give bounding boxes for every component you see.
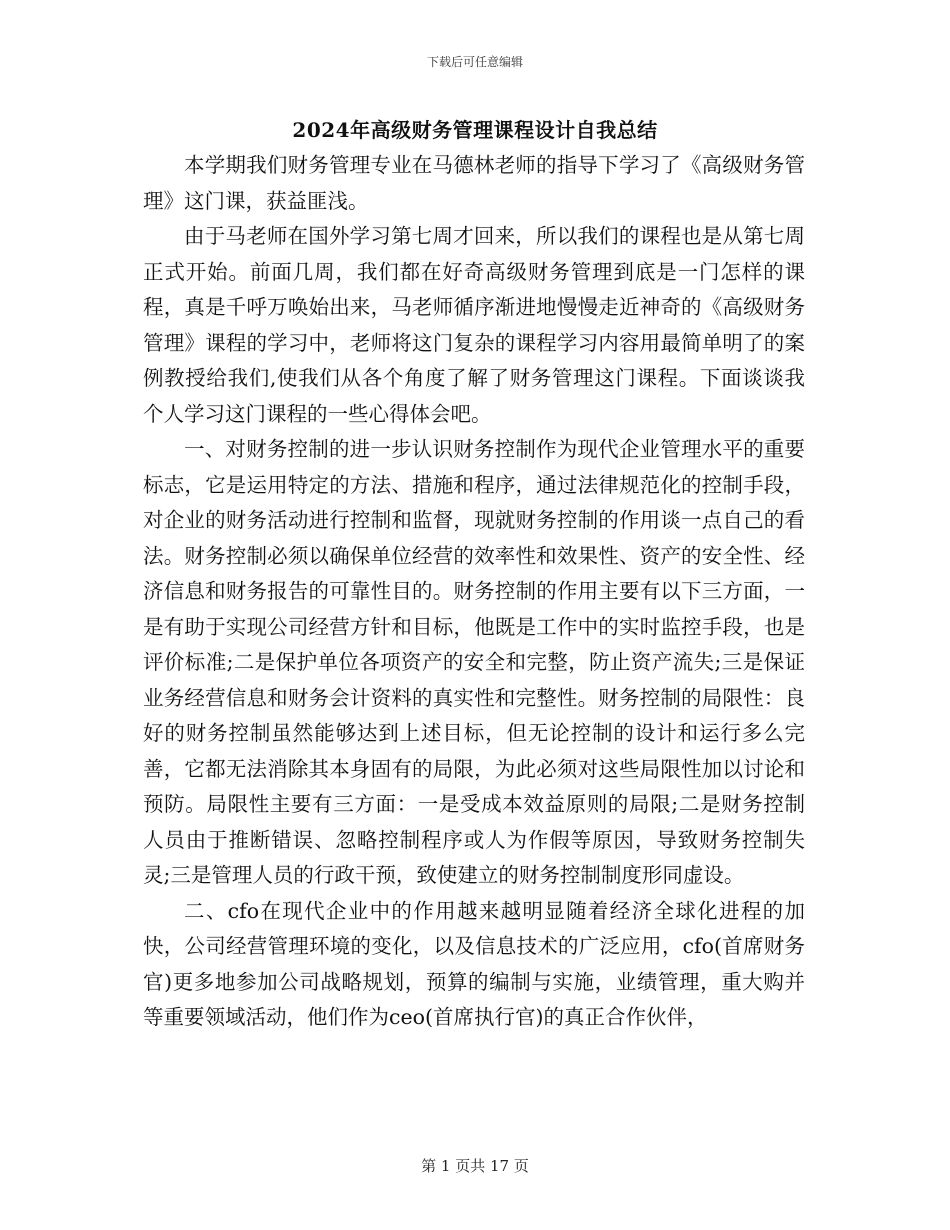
paragraph-course-start: 由于马老师在国外学习第七周才回来，所以我们的课程也是从第七周正式开始。前面几周，我们都在好奇高级财务管理到底是一门怎样的课程，真是千呼万唤始出来，马老师循序渐进地慢慢走近神奇的《高级财务管理》课程的学习中，老师将这门复杂的课程学习内容用最简单明了的案例教授给我们,使我们从各个角度了解了财务管理这门课程。下面谈谈我个人学习这门课程的一些心得体会吧。 [143, 224, 805, 426]
page-number: 第 1 页共 17 页 [421, 1157, 529, 1175]
paragraph-financial-control: 一、对财务控制的进一步认识财务控制作为现代企业管理水平的重要标志，它是运用特定的方法、措施和程序，通过法律规范化的控制手段，对企业的财务活动进行控制和监督，现就财务控制的作用谈一点自己的看法。财务控制必须以确保单位经营的效率性和效果性、资产的安全性、经济信息和财务报告的可靠性目的。财务控制的作用主要有以下三方面，一是有助于实现公司经营方针和目标，他既是工作中的实时监控手段，也是评价标准;二是保护单位各项资产的安全和完整，防止资产流失;三是保证业务经营信息和财务会计资料的真实性和完整性。财务控制的局限性：良好的财务控制虽然能够达到上述目标，但无论控制的设计和运行多么完善，它都无法消除其本身固有的局限，为此必须对这些局限性加以讨论和预防。局限性主要有三方面：一是受成本效益原则的局限;二是财务控制人员由于推断错误、忽略控制程序或人为作假等原因，导致财务控制失灵;三是管理人员的行政干预，致使建立的财务控制制度形同虚设。 [143, 437, 805, 887]
document-body [143, 148, 805, 1036]
paragraph-cfo-role: 二、cfo在现代企业中的作用越来越明显随着经济全球化进程的加快，公司经营管理环境的变化，以及信息技术的广泛应用，cfo(首席财务官)更多地参加公司战略规划，预算的编制与实施，业绩管理，重大购并等重要领域活动，他们作为ceo(首席执行官)的真正合作伙伴， [143, 898, 805, 1029]
paragraph-intro: 本学期我们财务管理专业在马德林老师的指导下学习了《高级财务管理》这门课，获益匪浅。 [143, 153, 805, 213]
page-header-note: 下载后可任意编辑 [426, 55, 523, 69]
document-title: 2024年高级财务管理课程设计自我总结 [292, 118, 658, 142]
